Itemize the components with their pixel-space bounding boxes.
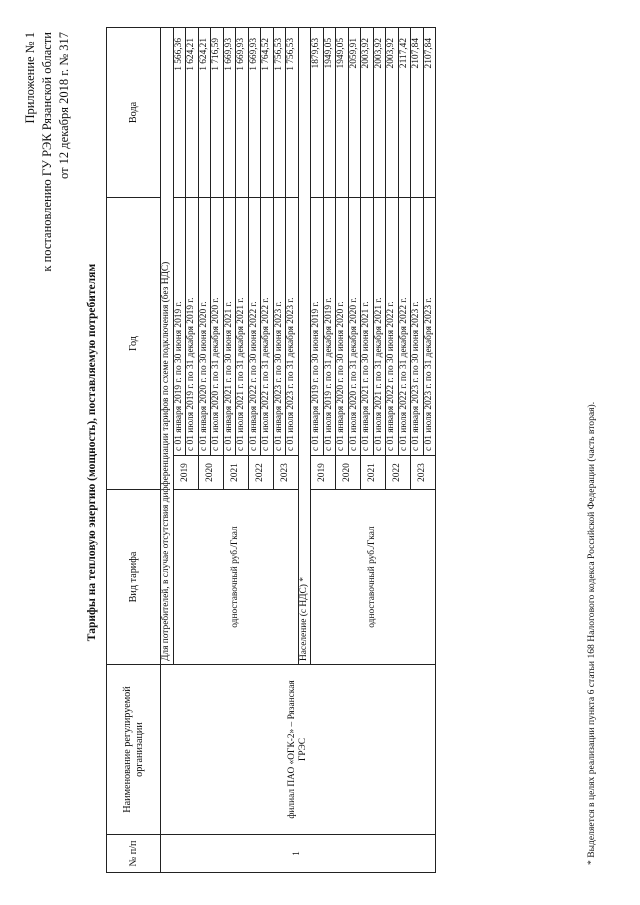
year-cell: 2022 [386, 456, 411, 490]
period-cell: с 01 января 2023 г. по 30 июня 2023 г. [411, 197, 424, 455]
row-number: 1 [161, 835, 436, 873]
period-cell: с 01 января 2022 г. по 30 июня 2022 г. [248, 197, 261, 455]
col-header-org: Наименование регулируемой организации [107, 665, 161, 835]
water-value-cell: 1 669,93 [248, 27, 261, 197]
col-header-water: Вода [107, 27, 161, 197]
water-value-cell: 1 756,53 [286, 27, 299, 197]
period-cell: с 01 января 2020 г. по 30 июня 2020 г. [198, 197, 211, 455]
section-heading: Население (с НДС) * [298, 27, 311, 664]
section-row [161, 27, 174, 872]
appendix-date: от 12 декабря 2018 г. № 317 [57, 32, 71, 180]
period-cell: с 01 июля 2021 г. по 31 декабря 2021 г. [373, 197, 386, 455]
year-cell: 2023 [273, 456, 298, 490]
water-value-cell: 1 716,59 [211, 27, 224, 197]
table-body [161, 27, 436, 872]
col-header-kind: Вид тарифа [107, 490, 161, 665]
water-value-cell: 1949,05 [323, 27, 336, 197]
document-title: Тарифы на тепловую энергию (мощность), поставляемую потребителям [86, 263, 98, 642]
water-value-cell: 1949,05 [336, 27, 349, 197]
water-value-cell: 1 624,21 [186, 27, 199, 197]
period-cell: с 01 июля 2023 г. по 31 декабря 2023 г. [423, 197, 436, 455]
water-value-cell: 1 669,93 [223, 27, 236, 197]
year-cell: 2019 [173, 456, 198, 490]
year-cell: 2023 [411, 456, 436, 490]
water-value-cell: 1 756,53 [273, 27, 286, 197]
water-value-cell: 1 669,93 [236, 27, 249, 197]
period-cell: с 01 июля 2019 г. по 31 декабря 2019 г. [323, 197, 336, 455]
water-value-cell: 1879,63 [311, 27, 324, 197]
year-cell: 2020 [198, 456, 223, 490]
period-cell: с 01 июля 2022 г. по 31 декабря 2022 г. [398, 197, 411, 455]
water-value-cell: 1 566,36 [173, 27, 186, 197]
period-cell: с 01 июля 2023 г. по 31 декабря 2023 г. [286, 197, 299, 455]
period-cell: с 01 июля 2020 г. по 31 декабря 2020 г. [348, 197, 361, 455]
footnote: * Выделяется в целях реализации пункта 6 статьи 168 Налогового кодекса Российской Федерации (часть вторая). [586, 401, 597, 865]
tariff-kind: одноставочный руб./Гкал [311, 490, 436, 665]
year-cell: 2021 [223, 456, 248, 490]
table-header-row [107, 27, 161, 872]
period-cell: с 01 января 2023 г. по 30 июня 2023 г. [273, 197, 286, 455]
period-cell: с 01 июля 2020 г. по 31 декабря 2020 г. [211, 197, 224, 455]
period-cell: с 01 января 2021 г. по 30 июня 2021 г. [223, 197, 236, 455]
col-header-year: Год [107, 197, 161, 489]
tariff-table [106, 27, 436, 873]
period-cell: с 01 июля 2019 г. по 31 декабря 2019 г. [186, 197, 199, 455]
water-value-cell: 2059,91 [348, 27, 361, 197]
water-value-cell: 2003,92 [373, 27, 386, 197]
water-value-cell: 2003,92 [361, 27, 374, 197]
period-cell: с 01 июля 2022 г. по 31 декабря 2022 г. [261, 197, 274, 455]
tariff-kind: одноставочный руб./Гкал [173, 490, 298, 665]
water-value-cell: 2003,92 [386, 27, 399, 197]
period-cell: с 01 января 2022 г. по 30 июня 2022 г. [386, 197, 399, 455]
appendix-header [22, 32, 73, 272]
organization-name: филиал ПАО «ОГК-2» – Рязанская ГРЭС [161, 665, 436, 835]
water-value-cell: 2107,84 [411, 27, 424, 197]
water-value-cell: 1 624,21 [198, 27, 211, 197]
period-cell: с 01 января 2019 г. по 30 июня 2019 г. [173, 197, 186, 455]
appendix-resolution: к постановлению ГУ РЭК Рязанской области [40, 32, 54, 272]
period-cell: с 01 июля 2021 г. по 31 декабря 2021 г. [236, 197, 249, 455]
period-cell: с 01 января 2021 г. по 30 июня 2021 г. [361, 197, 374, 455]
appendix-number: Приложение № 1 [23, 32, 37, 124]
water-value-cell: 1 764,52 [261, 27, 274, 197]
period-cell: с 01 января 2020 г. по 30 июня 2020 г. [336, 197, 349, 455]
col-header-num: № п/п [107, 835, 161, 873]
period-cell: с 01 января 2019 г. по 30 июня 2019 г. [311, 197, 324, 455]
water-value-cell: 2117,42 [398, 27, 411, 197]
year-cell: 2021 [361, 456, 386, 490]
year-cell: 2020 [336, 456, 361, 490]
section-heading: Для потребителей, в случае отсутствия дифференциации тарифов по схеме подключения (без НДС) [161, 27, 174, 664]
year-cell: 2022 [248, 456, 273, 490]
year-cell: 2019 [311, 456, 336, 490]
water-value-cell: 2107,84 [423, 27, 436, 197]
